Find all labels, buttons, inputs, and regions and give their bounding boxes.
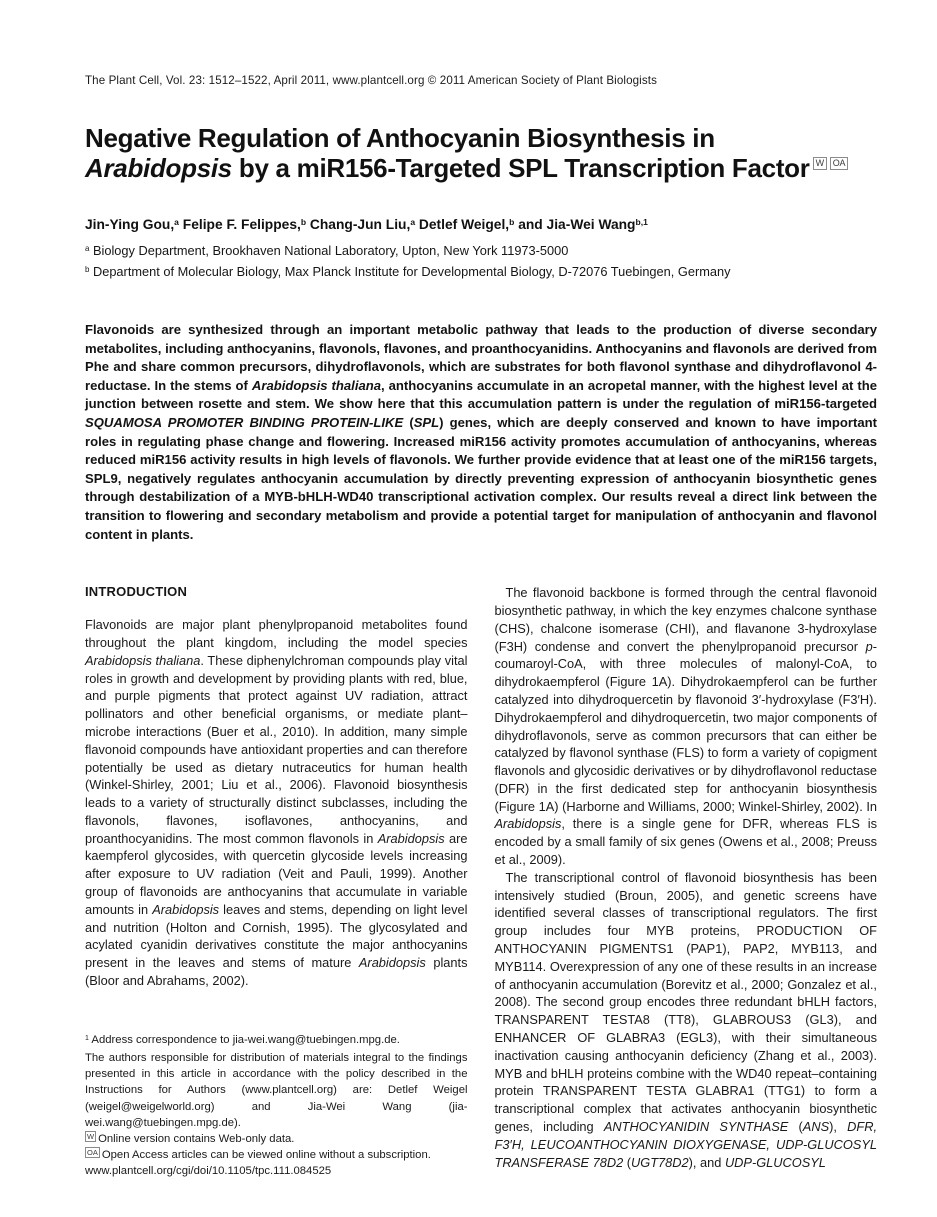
body-paragraph-transcriptional-control: The transcriptional control of flavonoid biosynthesis has been intensively studied (Broun, 2005), and genetic screens have identified several classes of transcriptional regulators. The first group includes four MYB proteins, PRODUCTION OF ANTHOCYANIN PIGMENTS1 (PAP1), PAP2, MYB113, and MYB114. Overexpression of any one of these results in an increase of anthocyanin accumulation (Borevitz et al., 2000; Gonzalez et al., 2008). The second group encodes three redundant bHLH factors, TRANSPARENT TESTA8 (TT8), GLABROUS3 (GL3), and ENHANCER OF GLABRA3 (EGL3), with their simultaneous inactivation causing anthocyanin deficiency (Zhang et al., 2003). MYB and bHLH proteins combine with the WD40 repeat–containing protein TRANSPARENT TESTA GLABRA1 (TTG1) to form a transcriptional complex that activates anthocyanin biosynthetic genes, including ANTHOCYANIDIN SYNTHASE (ANS), DFR, F3′H, LEUCOANTHOCYANIN DIOXYGENASE, UDP-GLUCOSYL TRANSFERASE 78D2 (UGT78D2), and UDP-GLUCOSYL — [494, 869, 878, 1170]
title-line-2: Arabidopsis by a miR156-Targeted SPL Transcription Factor — [85, 153, 810, 183]
web-only-badge: W — [813, 157, 827, 170]
footnote-web-only: W Online version contains Web-only data. — [87, 1132, 295, 1146]
introduction-paragraph: Flavonoids are major plant phenylpropanoid metabolites found throughout the plant kingdom, including the model species Arabidopsis thaliana. These diphenylchroman compounds play vital roles in growth and development by providing plants with red, blue, and purple pigments that protect against UV radiation, attract pollinators and other beneficial organisms, or mediate plant–microbe interactions (Buer et al., 2010). In addition, many simple flavonoid compounds have antioxidant properties and can therefore potentially be used as dietary nutraceutics for human health (Winkel-Shirley, 2001; Liu et al., 2006). Flavonoid biosynthesis leads to a variety of structurally distinct subclasses, including the flavonols, flavones, isoflavones, anthocyanins, and proanthocyanidins. The most common flavonols in Arabidopsis are kaempferol glycosides, with quercetin glycoside levels increasing after exposure to UV radiation (Veit and Pauli, 1999). Another group of flavonoids are anthocyanins that accumulate in variable amounts in Arabidopsis leaves and stems, depending on light level and nutrition (Holton and Cornish, 1995). The glycosylated and acylated cyanidin derivatives constitute the major anthocyanins present in the leaves and stems of mature Arabidopsis plants (Bloor and Abrahams, 2002). — [85, 617, 468, 989]
introduction-heading: INTRODUCTION — [85, 584, 188, 600]
right-column — [495, 584, 878, 1180]
two-column-body — [85, 584, 877, 1180]
left-column — [85, 584, 468, 1180]
footnote-correspondence: $^1$ Address correspondence to jia-wei.wang@tuebingen.mpg.de. — [85, 1033, 400, 1046]
footnote-materials-policy: The authors responsible for distribution of materials integral to the findings presented in this article in accordance with the policy described in the Instructions for Authors (www.plantcell.org) are: Detlef Weigel (weigel@weigelworld.org) and Jia-Wei Wang (jia-wei.wang@tuebingen.mpg.de). — [85, 1052, 468, 1129]
footnotes-block — [85, 1032, 468, 1180]
affiliation-b: $^b$ Department of Molecular Biology, Max Planck Institute for Developmental Biology, D-72076 Tuebingen, Germany — [85, 264, 731, 279]
journal-header: The Plant Cell, Vol. 23: 1512–1522, April 2011, www.plantcell.org © 2011 American Society of Plant Biologists — [85, 74, 657, 87]
footnote-open-access: OA Open Access articles can be viewed online without a subscription. — [87, 1148, 431, 1162]
body-paragraph-flavonoid-backbone: The flavonoid backbone is formed through the central flavonoid biosynthetic pathway, in which the key enzymes chalcone synthase (CHS), chalcone isomerase (CHI), and flavanone 3-hydroxylase (F3H) condense and convert the phenylpropanoid precursor p-coumaroyl-CoA, with three molecules of malonyl-CoA, to dihydrokaempferol (Figure 1A). Dihydrokaempferol can be further catalyzed into dihydroquercetin by flavonoid 3′-hydroxylase (F3′H). Dihydrokaempferol and dihydroquercetin, two major components of dihydroflavonols, serve as common precursors that can either be catalyzed by flavonol synthase (FLS) to form a variety of copigment flavonols and glycosidic derivatives or by dihydroflavonol reductase (DFR) in the first dedicated step for anthocyanin biosynthesis (Figure 1A) (Harborne and Williams, 2000; Winkel-Shirley, 2002). In Arabidopsis, there is a single gene for DFR, whereas FLS is encoded by a small family of six genes (Owens et al., 2008; Preuss et al., 2009). — [494, 585, 877, 868]
abstract-text: Flavonoids are synthesized through an important metabolic pathway that leads to the production of diverse secondary metabolites, including anthocyanins, flavonols, flavones, and proanthocyanidins. Anthocyanins and flavonols are derived from Phe and share common precursors, dihydroflavonols, which are substrates for both flavonol synthase and dihydroflavonol 4-reductase. In the stems of Arabidopsis thaliana, anthocyanins accumulate in an acropetal manner, with the highest level at the junction between rosette and stem. We show here that this accumulation pattern is under the regulation of miR156-targeted SQUAMOSA PROMOTER BINDING PROTEIN-LIKE (SPL) genes, which are deeply conserved and known to have important roles in regulating phase change and flowering. Increased miR156 activity promotes accumulation of anthocyanins, whereas reduced miR156 activity results in high levels of flavonols. We further provide evidence that at least one of the miR156 targets, SPL9, negatively regulates anthocyanin accumulation by directly preventing expression of anthocyanin biosynthetic genes through destabilization of a MYB-bHLH-WD40 transcriptional activation complex. Our results reveal a direct link between the transition to flowering and secondary metabolism and provide a potential target for manipulation of anthocyanin and flavonol content in plants. — [85, 322, 878, 542]
title-badges — [810, 153, 849, 183]
title-line-1: Negative Regulation of Anthocyanin Biosynthesis in — [85, 123, 715, 153]
affiliation-a: $^a$ Biology Department, Brookhaven National Laboratory, Upton, New York 11973-5000 — [85, 243, 569, 258]
affiliations — [85, 241, 877, 283]
paper-title — [85, 123, 877, 183]
page-content — [85, 74, 877, 1180]
author-list: Jin-Ying Gou,$^a$ Felipe F. Felippes,$^b$ Chang-Jun Liu,$^a$ Detlef Weigel,$^b$ and Jia-Wei Wang$^{b,1}$ — [85, 217, 648, 232]
footnote-doi: www.plantcell.org/cgi/doi/10.1105/tpc.111.084525 — [85, 1165, 332, 1178]
open-access-badge: OA — [830, 157, 848, 170]
